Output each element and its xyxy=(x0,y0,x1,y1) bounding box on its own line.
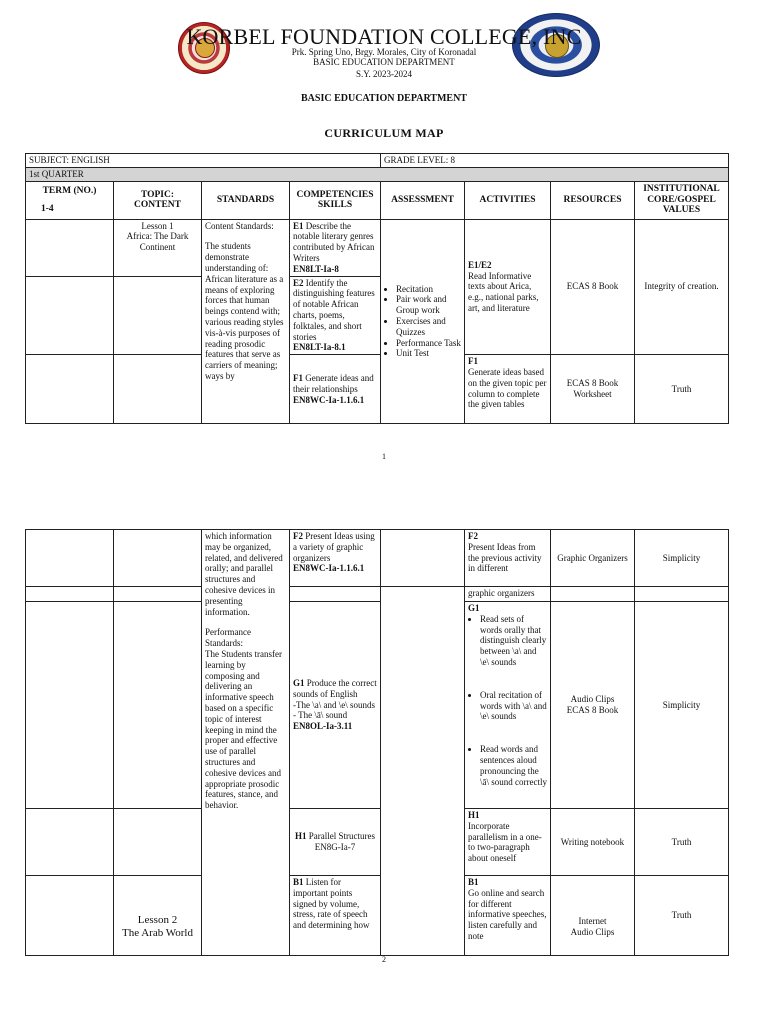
resource-h1: Writing notebook xyxy=(551,809,635,876)
list-item: • Performance Task xyxy=(396,338,461,349)
list-item: • Pair work and Group work xyxy=(396,294,461,316)
activity-e1-e2: E1/E2 Read Informative texts about Arica, e.g., national parks, art, and literature xyxy=(465,219,551,355)
list-item: • Read sets of words orally that distinguish clearly between \a\ and \e\ sounds xyxy=(480,614,547,668)
page-number: 1 xyxy=(382,452,386,461)
header-competencies: COMPETENCIES SKILLS xyxy=(290,181,381,219)
topic-cell xyxy=(114,355,202,424)
term-cell xyxy=(26,809,114,876)
value-e: Integrity of creation. xyxy=(635,219,729,355)
header-resources: RESOURCES xyxy=(551,181,635,219)
term-cell xyxy=(26,602,114,809)
competency-b1: B1 Listen for important points signed by volume, stress, rate of speech and determining how xyxy=(290,876,381,956)
resource-cell xyxy=(551,587,635,602)
list-item: • Unit Test xyxy=(396,348,461,359)
value-cell xyxy=(635,587,729,602)
header-activities: ACTIVITIES xyxy=(465,181,551,219)
value-f2: Simplicity xyxy=(635,530,729,587)
activity-f2-continued: graphic organizers xyxy=(465,587,551,602)
activity-b1: B1 Go online and search for different informative speeches, listen carefully and note xyxy=(465,876,551,956)
curriculum-table-page-2 xyxy=(25,529,729,956)
assessment-cell xyxy=(381,530,465,587)
competency-f2: F2 Present Ideas using a variety of graphic organizers EN8WC-Ia-1.1.6.1 xyxy=(290,530,381,587)
competency-g1: G1 Produce the correct sounds of English -The \a\ and \e\ sounds - The \ā\ sound EN8OL-Ia-3.11 xyxy=(290,602,381,809)
activity-g1-list xyxy=(468,614,547,788)
topic-cell xyxy=(114,602,202,809)
header-core-values: INSTITUTIONAL CORE/GOSPEL VALUES xyxy=(635,181,729,219)
header-standards: STANDARDS xyxy=(202,181,290,219)
school-name: KORBEL FOUNDATION COLLEGE, INC xyxy=(186,24,582,49)
list-item: • Read words and sentences aloud pronouncing the \ā\ sound correctly xyxy=(480,744,547,787)
activity-g1: G1 • Read sets of words orally that distinguish clearly between \a\ and \e\ sounds • Oral recitation of words with \a\ and \e\ sounds • Read words and sentences aloud pronouncing the \ā\ sound correctly xyxy=(465,602,551,809)
term-cell xyxy=(26,876,114,956)
assessment-cell xyxy=(381,219,465,424)
department-heading: BASIC EDUCATION DEPARTMENT xyxy=(301,93,467,104)
page-number: 2 xyxy=(382,955,386,964)
competency-e2: E2 Identify the distinguishing features of notable African charts, poems, folktales, and short stories EN8LT-Ia-8.1 xyxy=(290,276,381,355)
term-cell xyxy=(26,276,114,355)
term-cell xyxy=(26,219,114,276)
assessment-list xyxy=(384,284,461,360)
topic-cell xyxy=(114,587,202,602)
competency-f1: F1 Generate ideas and their relationships EN8WC-Ia-1.1.6.1 xyxy=(290,355,381,424)
lesson-1-cell: Lesson 1 Africa: The Dark Continent xyxy=(114,219,202,276)
resource-b1: Internet Audio Clips xyxy=(551,876,635,956)
resource-f2: Graphic Organizers xyxy=(551,530,635,587)
curriculum-table-page-1 xyxy=(25,153,729,424)
header-assessment: ASSESSMENT xyxy=(381,181,465,219)
topic-cell xyxy=(114,276,202,355)
value-g1: Simplicity xyxy=(635,602,729,809)
grade-level-cell: GRADE LEVEL: 8 xyxy=(381,154,729,168)
term-cell xyxy=(26,530,114,587)
value-b1: Truth xyxy=(635,876,729,956)
standards-cell-continued: which information may be organized, related, and delivered orally; and parallel structures and cohesive devices in presenting information. Performance Standards: The Students transfer learning by composing and delivering an informative speech based on a specific topic of interest keeping in mind the proper and effective use of parallel structures and cohesive devices and appropriate prosodic features, stance, and behavior. xyxy=(202,530,290,956)
document-title: CURRICULUM MAP xyxy=(324,126,444,140)
resource-f1: ECAS 8 Book Worksheet xyxy=(551,355,635,424)
list-item: • Exercises and Quizzes xyxy=(396,316,461,338)
school-address: Prk. Spring Uno, Brgy. Morales, City of Koronadal xyxy=(291,47,477,57)
competency-cell xyxy=(290,587,381,602)
competency-e1: E1 Describe the notable literary genres contributed by African Writers EN8LT-Ia-8 xyxy=(290,219,381,276)
standards-cell: Content Standards: The students demonstrate understanding of: African literature as a means of exploring forces that human beings contend with; various reading styles vis-à-vis purposes of reading prosodic features that serve as carriers of meaning; ways by xyxy=(202,219,290,424)
term-cell xyxy=(26,587,114,602)
activity-f2: F2 Present Ideas from the previous activity in different xyxy=(465,530,551,587)
term-cell xyxy=(26,355,114,424)
subject-cell: SUBJECT: ENGLISH xyxy=(26,154,381,168)
quarter-cell: 1st QUARTER xyxy=(26,167,729,181)
list-item: • Recitation xyxy=(396,284,461,295)
list-item: • Oral recitation of words with \a\ and \e\ sounds xyxy=(480,690,547,722)
competency-h1: H1 Parallel Structures EN8G-Ia-7 xyxy=(290,809,381,876)
value-h1: Truth xyxy=(635,809,729,876)
resource-g1: Audio Clips ECAS 8 Book xyxy=(551,602,635,809)
school-year: S.Y. 2023-2024 xyxy=(355,69,413,79)
value-f1: Truth xyxy=(635,355,729,424)
lesson-2-cell: Lesson 2 The Arab World xyxy=(114,876,202,956)
activity-h1: H1 Incorporate parallelism in a one-to two-paragraph about oneself xyxy=(465,809,551,876)
school-department: BASIC EDUCATION DEPARTMENT xyxy=(313,57,455,67)
topic-cell xyxy=(114,809,202,876)
topic-cell xyxy=(114,530,202,587)
header-term: TERM (NO.) 1-4 xyxy=(26,181,114,219)
resource-e: ECAS 8 Book xyxy=(551,219,635,355)
activity-f1: F1 Generate ideas based on the given topic per column to complete the given tables xyxy=(465,355,551,424)
header-topic: TOPIC: CONTENT xyxy=(114,181,202,219)
assessment-cell xyxy=(381,587,465,956)
